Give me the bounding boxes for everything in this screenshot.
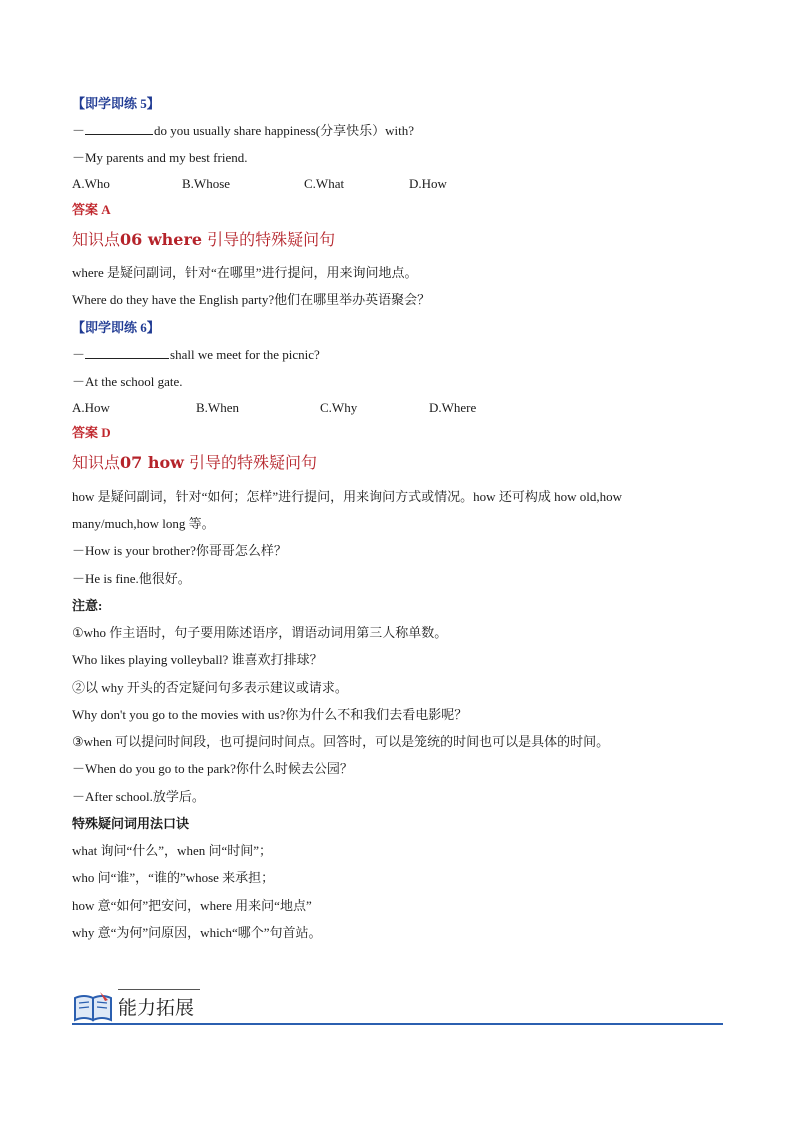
rhyme-line-3: how 意“如何”把安问，where 用来问“地点” bbox=[72, 898, 312, 913]
option-c: C.Why bbox=[320, 400, 358, 415]
open-book-icon bbox=[72, 990, 114, 1024]
practice-6-question: － shall we meet for the picnic? bbox=[72, 347, 320, 362]
option-d: D.How bbox=[409, 176, 447, 191]
note-1: ①who 作主语时，句子要用陈述语序，谓语动词用第三人称单数。 bbox=[72, 625, 448, 640]
practice-5-answer: 答案 A bbox=[72, 202, 111, 217]
option-d: D.Where bbox=[429, 400, 477, 415]
knowledge-point-07-title: 知识点07 how 引导的特殊疑问句 bbox=[72, 453, 318, 472]
rhyme-header: 特殊疑问词用法口诀 bbox=[72, 816, 190, 831]
option-a: A.How bbox=[72, 400, 110, 415]
section-divider bbox=[72, 1023, 723, 1025]
answer-blank bbox=[85, 346, 169, 359]
kp07-example-question: －How is your brother?你哥哥怎么样？ bbox=[72, 543, 287, 558]
knowledge-point-06-title: 知识点06 where 引导的特殊疑问句 bbox=[72, 230, 336, 249]
rhyme-line-4: why 意“为何”问原因，which“哪个”句首站。 bbox=[72, 925, 322, 940]
kp06-example: Where do they have the English party?他们在哪里举办英语聚会？ bbox=[72, 292, 431, 307]
option-b: B.When bbox=[196, 400, 239, 415]
practice-5-header: 【即学即练 5】 bbox=[72, 96, 160, 111]
kp07-description-line-1: how 是疑问副词，针对“如何；怎样”进行提问，用来询问方式或情况。how 还可构成 how old,how bbox=[72, 489, 622, 504]
practice-6-answer: 答案 D bbox=[72, 425, 111, 440]
answer-blank bbox=[85, 122, 153, 135]
note-1-example: Who likes playing volleyball? 谁喜欢打排球？ bbox=[72, 652, 323, 667]
section-title: 能力拓展 bbox=[118, 997, 195, 1019]
option-b: B.Whose bbox=[182, 176, 231, 191]
option-c: C.What bbox=[304, 176, 345, 191]
note-3: ③when 可以提问时间段，也可提问时间点。回答时，可以是笼统的时间也可以是具体的时间。 bbox=[72, 734, 610, 749]
note-2: ②以 why 开头的否定疑问句多表示建议或请求。 bbox=[72, 680, 348, 695]
note-3-example-answer: －After school.放学后。 bbox=[72, 789, 205, 804]
kp07-example-answer: －He is fine.他很好。 bbox=[72, 571, 191, 586]
kp07-description-line-2: many/much,how long 等。 bbox=[72, 516, 215, 531]
section-top-rule bbox=[118, 989, 200, 990]
rhyme-line-2: who 问“谁”，“谁的”whose 来承担； bbox=[72, 870, 275, 885]
kp06-description: where 是疑问副词，针对“在哪里”进行提问，用来询问地点。 bbox=[72, 265, 418, 280]
practice-6-answer-line: －At the school gate. bbox=[72, 374, 183, 389]
option-a: A.Who bbox=[72, 176, 110, 191]
practice-5-question: － do you usually share happiness(分享快乐）with? bbox=[72, 123, 414, 138]
rhyme-line-1: what 询问“什么”，when 问“时间”； bbox=[72, 843, 273, 858]
note-3-example-question: －When do you go to the park?你什么时候去公园？ bbox=[72, 761, 353, 776]
practice-6-header: 【即学即练 6】 bbox=[72, 320, 160, 335]
note-2-example: Why don't you go to the movies with us?你为什么不和我们去看电影呢？ bbox=[72, 707, 468, 722]
notes-header: 注意: bbox=[72, 598, 103, 613]
practice-5-answer-line: －My parents and my best friend. bbox=[72, 150, 248, 165]
